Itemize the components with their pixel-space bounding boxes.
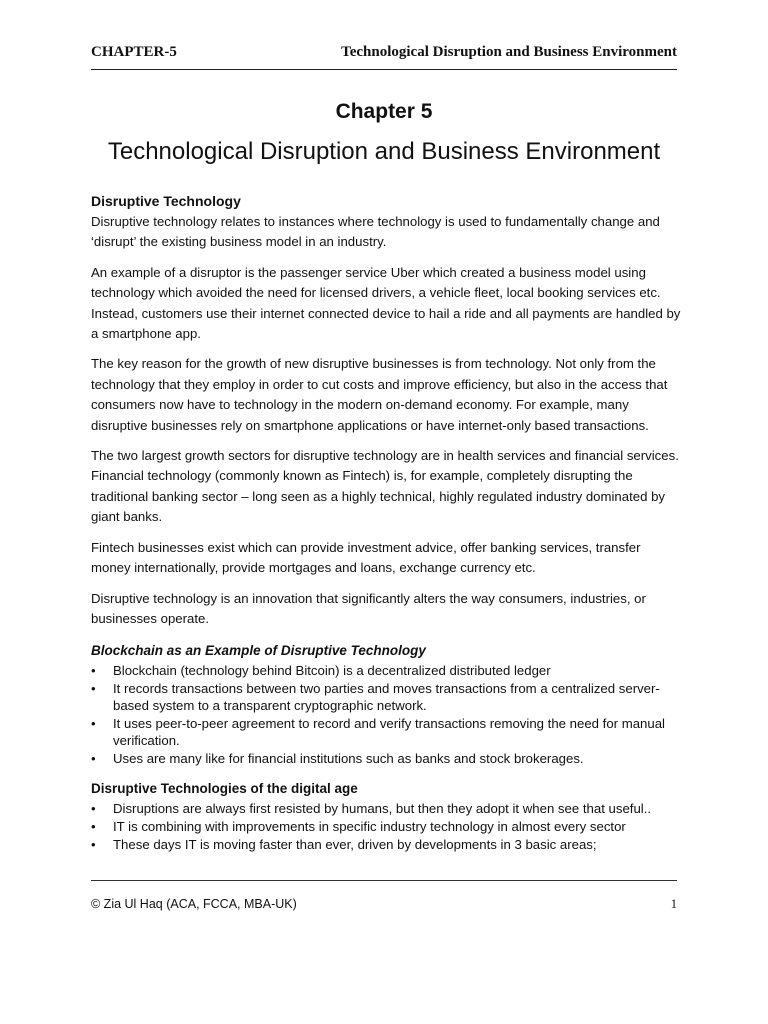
- digital-age-list: [91, 800, 681, 853]
- bullet-icon: •: [91, 663, 96, 679]
- page-body: [91, 190, 681, 861]
- header-chapter: CHAPTER-5: [91, 44, 177, 60]
- chapter-title: Technological Disruption and Business Environment: [107, 138, 661, 165]
- bullet-icon: •: [91, 716, 96, 732]
- running-header: [91, 44, 677, 64]
- paragraph: The two largest growth sectors for disruptive technology are in health services and financial services. Financial technology (commonly known as Fintech) is, for example, completely disrupting the traditional banking sector – long seen as a highly technical, highly regulated industry dominated by giant banks.: [91, 448, 679, 525]
- page-number: 1: [670, 897, 677, 911]
- header-title: Technological Disruption and Business Environment: [341, 44, 677, 60]
- list-item: • It records transactions between two parties and moves transactions from a centralized server-based system to a transparent cryptographic network.: [91, 681, 660, 714]
- list-item: • IT is combining with improvements in specific industry technology in almost every sector: [91, 819, 626, 835]
- paragraph: An example of a disruptor is the passenger service Uber which created a business model using technology which avoided the need for licensed drivers, a vehicle fleet, local booking services etc. Instead, customers use their internet connected device to hail a ride and all payments are handled by a smartphone app.: [91, 264, 681, 342]
- bullet-icon: •: [91, 819, 96, 835]
- list-item: • Uses are many like for financial institutions such as banks and stock brokerages.: [91, 751, 584, 767]
- paragraph: Fintech businesses exist which can provide investment advice, offer banking services, transfer money internationally, provide mortgages and loans, exchange currency etc.: [91, 539, 641, 576]
- paragraph: Disruptive technology is an innovation that significantly alters the way consumers, industries, or businesses operate.: [91, 590, 646, 626]
- bullet-icon: •: [91, 837, 96, 853]
- list-item: • It uses peer-to-peer agreement to record and verify transactions removing the need for manual verification.: [91, 716, 665, 749]
- blockchain-list: [91, 662, 681, 767]
- list-item: • These days IT is moving faster than ever, driven by developments in 3 basic areas;: [91, 837, 597, 853]
- header-rule: [91, 69, 677, 70]
- list-item: • Blockchain (technology behind Bitcoin) is a decentralized distributed ledger: [91, 663, 551, 679]
- section-heading-blockchain: Blockchain as an Example of Disruptive Technology: [91, 643, 426, 659]
- bullet-icon: •: [91, 801, 96, 817]
- page-footer: [91, 897, 677, 911]
- bullet-icon: •: [91, 681, 96, 697]
- paragraph: Disruptive technology relates to instances where technology is used to fundamentally change and ‘disrupt’ the existing business model in an industry.: [91, 214, 660, 250]
- chapter-label: Chapter 5: [335, 100, 433, 123]
- section-heading-digital-age: Disruptive Technologies of the digital age: [91, 781, 358, 797]
- footer-rule: [91, 880, 677, 881]
- paragraph: The key reason for the growth of new disruptive businesses is from technology. Not only from the technology that they employ in order to cut costs and improve efficiency, but also in the access that consumers now have to technology in the modern on-demand economy. For example, many disruptive businesses rely on smartphone applications or have internet-only based transactions.: [91, 356, 668, 433]
- list-item: • Disruptions are always first resisted by humans, but then they adopt it when see that useful..: [91, 801, 652, 817]
- bullet-icon: •: [91, 751, 96, 767]
- section-heading-disruptive-technology: Disruptive Technology: [91, 193, 241, 209]
- footer-author: © Zia Ul Haq (ACA, FCCA, MBA-UK): [91, 897, 297, 911]
